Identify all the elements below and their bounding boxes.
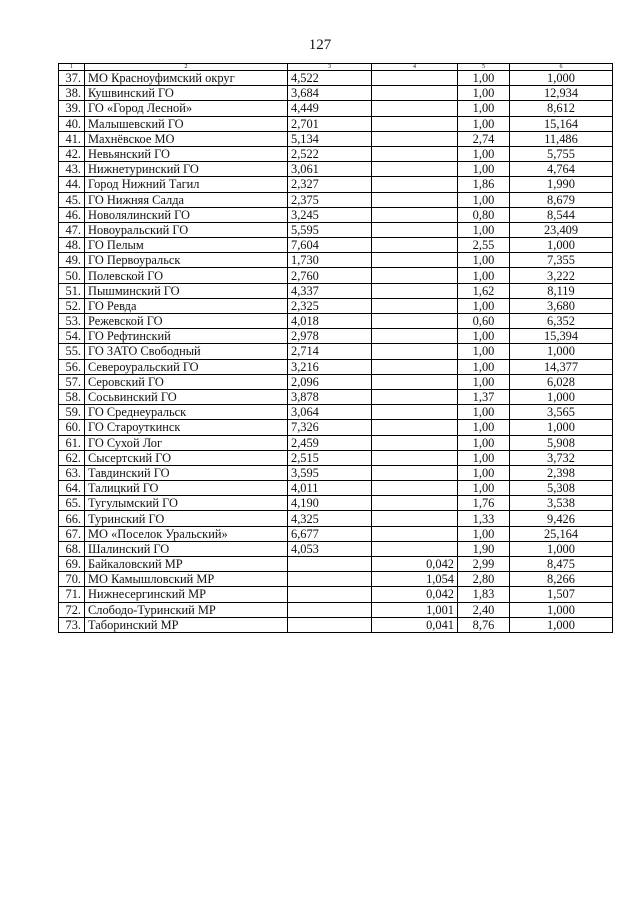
value-col3: 4,018 bbox=[288, 314, 372, 329]
row-number: 39. bbox=[59, 101, 85, 116]
value-col6: 1,990 bbox=[510, 177, 613, 192]
column-header: 3 bbox=[288, 64, 372, 71]
value-col5: 1,00 bbox=[458, 116, 510, 131]
municipality-name: Нижнетуринский ГО bbox=[85, 162, 288, 177]
value-col6: 1,000 bbox=[510, 617, 613, 632]
table-row bbox=[59, 374, 613, 389]
value-col5: 1,00 bbox=[458, 481, 510, 496]
row-number: 43. bbox=[59, 162, 85, 177]
table-row bbox=[59, 146, 613, 161]
value-col6: 8,266 bbox=[510, 572, 613, 587]
row-number: 62. bbox=[59, 450, 85, 465]
value-col5: 2,74 bbox=[458, 131, 510, 146]
value-col6: 4,764 bbox=[510, 162, 613, 177]
municipality-name: ГО Ревда bbox=[85, 298, 288, 313]
value-col4 bbox=[372, 116, 458, 131]
value-col3: 2,522 bbox=[288, 146, 372, 161]
value-col5: 1,62 bbox=[458, 283, 510, 298]
row-number: 57. bbox=[59, 374, 85, 389]
value-col3 bbox=[288, 602, 372, 617]
row-number: 47. bbox=[59, 222, 85, 237]
table-row bbox=[59, 420, 613, 435]
table-row bbox=[59, 587, 613, 602]
municipality-name: Новолялинский ГО bbox=[85, 207, 288, 222]
value-col5: 2,99 bbox=[458, 557, 510, 572]
value-col5: 2,55 bbox=[458, 238, 510, 253]
table-row bbox=[59, 329, 613, 344]
municipality-name: МО Красноуфимский округ bbox=[85, 71, 288, 86]
value-col5: 1,00 bbox=[458, 420, 510, 435]
table-row bbox=[59, 389, 613, 404]
value-col5: 8,76 bbox=[458, 617, 510, 632]
municipality-name: Слободо-Туринский МР bbox=[85, 602, 288, 617]
value-col3: 3,878 bbox=[288, 389, 372, 404]
table-row bbox=[59, 207, 613, 222]
row-number: 52. bbox=[59, 298, 85, 313]
value-col5: 1,00 bbox=[458, 435, 510, 450]
row-number: 66. bbox=[59, 511, 85, 526]
table-row bbox=[59, 511, 613, 526]
value-col5: 2,80 bbox=[458, 572, 510, 587]
value-col4 bbox=[372, 238, 458, 253]
value-col3: 3,064 bbox=[288, 405, 372, 420]
municipality-name: Невьянский ГО bbox=[85, 146, 288, 161]
value-col4 bbox=[372, 192, 458, 207]
value-col5: 2,40 bbox=[458, 602, 510, 617]
value-col6: 3,680 bbox=[510, 298, 613, 313]
value-col4 bbox=[372, 420, 458, 435]
value-col4 bbox=[372, 465, 458, 480]
value-col3: 2,515 bbox=[288, 450, 372, 465]
value-col5: 1,00 bbox=[458, 162, 510, 177]
value-col3: 2,760 bbox=[288, 268, 372, 283]
row-number: 60. bbox=[59, 420, 85, 435]
value-col5: 1,33 bbox=[458, 511, 510, 526]
municipality-name: ГО Нижняя Салда bbox=[85, 192, 288, 207]
table-row bbox=[59, 465, 613, 480]
data-table bbox=[58, 63, 613, 633]
value-col5: 1,00 bbox=[458, 298, 510, 313]
municipality-name: ГО Сухой Лог bbox=[85, 435, 288, 450]
value-col3: 5,595 bbox=[288, 222, 372, 237]
value-col4 bbox=[372, 177, 458, 192]
value-col4 bbox=[372, 146, 458, 161]
value-col5: 1,00 bbox=[458, 344, 510, 359]
value-col3 bbox=[288, 617, 372, 632]
row-number: 50. bbox=[59, 268, 85, 283]
row-number: 49. bbox=[59, 253, 85, 268]
value-col4 bbox=[372, 314, 458, 329]
row-number: 53. bbox=[59, 314, 85, 329]
value-col3: 4,337 bbox=[288, 283, 372, 298]
value-col6: 1,000 bbox=[510, 602, 613, 617]
value-col4 bbox=[372, 526, 458, 541]
municipality-name: Тугулымский ГО bbox=[85, 496, 288, 511]
value-col3: 3,684 bbox=[288, 86, 372, 101]
value-col6: 3,732 bbox=[510, 450, 613, 465]
table-row bbox=[59, 344, 613, 359]
row-number: 44. bbox=[59, 177, 85, 192]
row-number: 72. bbox=[59, 602, 85, 617]
value-col4 bbox=[372, 268, 458, 283]
municipality-name: ГО Среднеуральск bbox=[85, 405, 288, 420]
value-col6: 6,028 bbox=[510, 374, 613, 389]
row-number: 64. bbox=[59, 481, 85, 496]
table-row bbox=[59, 496, 613, 511]
value-col4 bbox=[372, 253, 458, 268]
value-col3: 4,190 bbox=[288, 496, 372, 511]
value-col4 bbox=[372, 207, 458, 222]
value-col5: 0,80 bbox=[458, 207, 510, 222]
row-number: 63. bbox=[59, 465, 85, 480]
table-row bbox=[59, 435, 613, 450]
value-col4 bbox=[372, 283, 458, 298]
table-row bbox=[59, 617, 613, 632]
value-col6: 8,544 bbox=[510, 207, 613, 222]
value-col4 bbox=[372, 541, 458, 556]
row-number: 48. bbox=[59, 238, 85, 253]
value-col4 bbox=[372, 405, 458, 420]
value-col3: 2,459 bbox=[288, 435, 372, 450]
value-col5: 1,90 bbox=[458, 541, 510, 556]
table-row bbox=[59, 405, 613, 420]
value-col6: 11,486 bbox=[510, 131, 613, 146]
table-row bbox=[59, 572, 613, 587]
table-body bbox=[59, 64, 613, 633]
value-col6: 15,164 bbox=[510, 116, 613, 131]
value-col4 bbox=[372, 162, 458, 177]
value-col3: 7,326 bbox=[288, 420, 372, 435]
row-number: 54. bbox=[59, 329, 85, 344]
value-col4 bbox=[372, 511, 458, 526]
row-number: 69. bbox=[59, 557, 85, 572]
row-number: 38. bbox=[59, 86, 85, 101]
value-col6: 14,377 bbox=[510, 359, 613, 374]
value-col4 bbox=[372, 222, 458, 237]
value-col4: 0,042 bbox=[372, 557, 458, 572]
value-col3: 4,449 bbox=[288, 101, 372, 116]
municipality-name: Город Нижний Тагил bbox=[85, 177, 288, 192]
value-col4: 1,001 bbox=[372, 602, 458, 617]
value-col6: 8,475 bbox=[510, 557, 613, 572]
value-col4 bbox=[372, 344, 458, 359]
value-col6: 6,352 bbox=[510, 314, 613, 329]
value-col3: 6,677 bbox=[288, 526, 372, 541]
value-col4 bbox=[372, 374, 458, 389]
value-col5: 1,00 bbox=[458, 526, 510, 541]
row-number: 59. bbox=[59, 405, 85, 420]
value-col5: 1,00 bbox=[458, 268, 510, 283]
table-row bbox=[59, 481, 613, 496]
municipality-name: ГО «Город Лесной» bbox=[85, 101, 288, 116]
value-col6: 3,538 bbox=[510, 496, 613, 511]
table-row bbox=[59, 314, 613, 329]
value-col6: 7,355 bbox=[510, 253, 613, 268]
municipality-name: Сысертский ГО bbox=[85, 450, 288, 465]
value-col3 bbox=[288, 572, 372, 587]
municipality-name: ГО Первоуральск bbox=[85, 253, 288, 268]
value-col5: 1,00 bbox=[458, 86, 510, 101]
value-col6: 8,679 bbox=[510, 192, 613, 207]
municipality-name: ГО Староуткинск bbox=[85, 420, 288, 435]
table-row bbox=[59, 298, 613, 313]
row-number: 73. bbox=[59, 617, 85, 632]
value-col3: 7,604 bbox=[288, 238, 372, 253]
row-number: 46. bbox=[59, 207, 85, 222]
value-col6: 9,426 bbox=[510, 511, 613, 526]
value-col4 bbox=[372, 435, 458, 450]
row-number: 37. bbox=[59, 71, 85, 86]
municipality-name: Малышевский ГО bbox=[85, 116, 288, 131]
value-col5: 1,00 bbox=[458, 359, 510, 374]
value-col3: 3,245 bbox=[288, 207, 372, 222]
row-number: 68. bbox=[59, 541, 85, 556]
value-col5: 1,00 bbox=[458, 71, 510, 86]
value-col3: 1,730 bbox=[288, 253, 372, 268]
municipality-name: Талицкий ГО bbox=[85, 481, 288, 496]
value-col4 bbox=[372, 389, 458, 404]
row-number: 45. bbox=[59, 192, 85, 207]
table-row bbox=[59, 116, 613, 131]
municipality-name: Нижнесергинский МР bbox=[85, 587, 288, 602]
row-number: 70. bbox=[59, 572, 85, 587]
value-col5: 1,00 bbox=[458, 374, 510, 389]
value-col3 bbox=[288, 557, 372, 572]
table-row bbox=[59, 222, 613, 237]
value-col6: 1,000 bbox=[510, 420, 613, 435]
value-col5: 1,86 bbox=[458, 177, 510, 192]
value-col5: 1,00 bbox=[458, 465, 510, 480]
municipality-name: ГО Рефтинский bbox=[85, 329, 288, 344]
row-number: 51. bbox=[59, 283, 85, 298]
value-col5: 1,83 bbox=[458, 587, 510, 602]
value-col4 bbox=[372, 101, 458, 116]
value-col6: 23,409 bbox=[510, 222, 613, 237]
table-row bbox=[59, 101, 613, 116]
row-number: 56. bbox=[59, 359, 85, 374]
table-row bbox=[59, 359, 613, 374]
value-col6: 1,000 bbox=[510, 344, 613, 359]
value-col4: 0,041 bbox=[372, 617, 458, 632]
column-header: 6 bbox=[510, 64, 613, 71]
value-col6: 25,164 bbox=[510, 526, 613, 541]
municipality-name: ГО ЗАТО Свободный bbox=[85, 344, 288, 359]
value-col4 bbox=[372, 71, 458, 86]
row-number: 65. bbox=[59, 496, 85, 511]
municipality-name: Новоуральский ГО bbox=[85, 222, 288, 237]
table-row bbox=[59, 253, 613, 268]
municipality-name: Махнёвское МО bbox=[85, 131, 288, 146]
value-col4 bbox=[372, 86, 458, 101]
table-row bbox=[59, 177, 613, 192]
value-col3: 2,714 bbox=[288, 344, 372, 359]
value-col3: 5,134 bbox=[288, 131, 372, 146]
value-col3: 2,375 bbox=[288, 192, 372, 207]
value-col6: 2,398 bbox=[510, 465, 613, 480]
value-col5: 1,00 bbox=[458, 222, 510, 237]
value-col3: 2,096 bbox=[288, 374, 372, 389]
table-row bbox=[59, 131, 613, 146]
value-col3: 2,327 bbox=[288, 177, 372, 192]
value-col4: 0,042 bbox=[372, 587, 458, 602]
value-col6: 1,507 bbox=[510, 587, 613, 602]
table-row bbox=[59, 557, 613, 572]
value-col4 bbox=[372, 329, 458, 344]
value-col6: 1,000 bbox=[510, 238, 613, 253]
table-row bbox=[59, 602, 613, 617]
value-col4 bbox=[372, 450, 458, 465]
value-col5: 1,00 bbox=[458, 146, 510, 161]
value-col4 bbox=[372, 359, 458, 374]
column-header: 1 bbox=[59, 64, 85, 71]
page-number: 127 bbox=[308, 37, 332, 53]
municipality-name: Туринский ГО bbox=[85, 511, 288, 526]
value-col5: 1,76 bbox=[458, 496, 510, 511]
value-col6: 8,119 bbox=[510, 283, 613, 298]
table-row bbox=[59, 526, 613, 541]
value-col6: 5,755 bbox=[510, 146, 613, 161]
row-number: 71. bbox=[59, 587, 85, 602]
table-row bbox=[59, 162, 613, 177]
table-row bbox=[59, 283, 613, 298]
row-number: 61. bbox=[59, 435, 85, 450]
value-col3: 2,325 bbox=[288, 298, 372, 313]
value-col6: 8,612 bbox=[510, 101, 613, 116]
row-number: 40. bbox=[59, 116, 85, 131]
municipality-name: Серовский ГО bbox=[85, 374, 288, 389]
row-number: 41. bbox=[59, 131, 85, 146]
value-col3: 2,701 bbox=[288, 116, 372, 131]
municipality-name: ГО Пелым bbox=[85, 238, 288, 253]
municipality-name: Байкаловский МР bbox=[85, 557, 288, 572]
value-col3: 2,978 bbox=[288, 329, 372, 344]
municipality-name: Кушвинский ГО bbox=[85, 86, 288, 101]
value-col3: 3,216 bbox=[288, 359, 372, 374]
row-number: 55. bbox=[59, 344, 85, 359]
column-header: 5 bbox=[458, 64, 510, 71]
table-row bbox=[59, 238, 613, 253]
column-number-row bbox=[59, 64, 613, 71]
row-number: 42. bbox=[59, 146, 85, 161]
table-row bbox=[59, 541, 613, 556]
value-col3: 4,325 bbox=[288, 511, 372, 526]
municipality-name: Полевской ГО bbox=[85, 268, 288, 283]
value-col5: 1,00 bbox=[458, 101, 510, 116]
value-col4 bbox=[372, 481, 458, 496]
value-col6: 1,000 bbox=[510, 71, 613, 86]
row-number: 67. bbox=[59, 526, 85, 541]
value-col5: 0,60 bbox=[458, 314, 510, 329]
municipality-name: Режевской ГО bbox=[85, 314, 288, 329]
value-col5: 1,37 bbox=[458, 389, 510, 404]
table-row bbox=[59, 268, 613, 283]
value-col3: 4,522 bbox=[288, 71, 372, 86]
value-col6: 3,222 bbox=[510, 268, 613, 283]
value-col3 bbox=[288, 587, 372, 602]
value-col4 bbox=[372, 496, 458, 511]
municipality-name: МО «Поселок Уральский» bbox=[85, 526, 288, 541]
value-col3: 3,061 bbox=[288, 162, 372, 177]
value-col4 bbox=[372, 298, 458, 313]
table-row bbox=[59, 450, 613, 465]
value-col6: 1,000 bbox=[510, 541, 613, 556]
value-col5: 1,00 bbox=[458, 253, 510, 268]
municipality-name: Сосьвинский ГО bbox=[85, 389, 288, 404]
column-header: 2 bbox=[85, 64, 288, 71]
table-row bbox=[59, 71, 613, 86]
value-col5: 1,00 bbox=[458, 192, 510, 207]
value-col5: 1,00 bbox=[458, 450, 510, 465]
value-col5: 1,00 bbox=[458, 405, 510, 420]
value-col6: 15,394 bbox=[510, 329, 613, 344]
value-col3: 4,053 bbox=[288, 541, 372, 556]
value-col5: 1,00 bbox=[458, 329, 510, 344]
value-col6: 12,934 bbox=[510, 86, 613, 101]
value-col6: 1,000 bbox=[510, 389, 613, 404]
municipality-name: Таборинский МР bbox=[85, 617, 288, 632]
value-col4: 1,054 bbox=[372, 572, 458, 587]
municipality-name: Североуральский ГО bbox=[85, 359, 288, 374]
table-row bbox=[59, 192, 613, 207]
row-number: 58. bbox=[59, 389, 85, 404]
value-col6: 5,308 bbox=[510, 481, 613, 496]
value-col3: 3,595 bbox=[288, 465, 372, 480]
municipality-name: МО Камышловский МР bbox=[85, 572, 288, 587]
table-row bbox=[59, 86, 613, 101]
municipality-name: Пышминский ГО bbox=[85, 283, 288, 298]
municipality-name: Шалинский ГО bbox=[85, 541, 288, 556]
column-header: 4 bbox=[372, 64, 458, 71]
value-col3: 4,011 bbox=[288, 481, 372, 496]
value-col4 bbox=[372, 131, 458, 146]
municipality-name: Тавдинский ГО bbox=[85, 465, 288, 480]
value-col6: 5,908 bbox=[510, 435, 613, 450]
value-col6: 3,565 bbox=[510, 405, 613, 420]
